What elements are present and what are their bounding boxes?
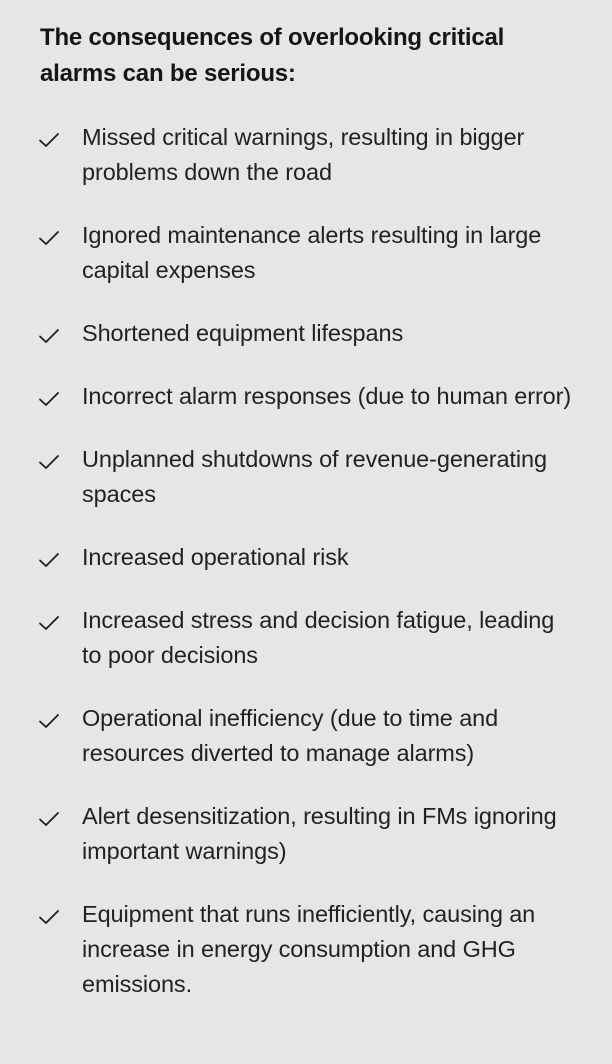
checkmark-icon xyxy=(38,552,60,568)
checkmark-icon xyxy=(38,230,60,246)
consequences-list xyxy=(0,120,612,1030)
list-item-text: Ignored maintenance alerts resulting in large capital expenses xyxy=(82,222,542,283)
list-item xyxy=(0,218,612,288)
list-item-text: Missed critical warnings, resulting in bigger problems down the road xyxy=(82,124,525,185)
list-item xyxy=(0,799,612,869)
list-item-text: Increased operational risk xyxy=(82,544,349,570)
checkmark-icon xyxy=(38,909,60,925)
list-item xyxy=(0,897,612,1002)
list-item xyxy=(0,540,612,575)
list-item xyxy=(0,701,612,771)
list-item xyxy=(0,603,612,673)
list-item xyxy=(0,379,612,414)
checkmark-icon xyxy=(38,132,60,148)
checkmark-icon xyxy=(38,811,60,827)
checkmark-icon xyxy=(38,391,60,407)
list-item-text: Alert desensitization, resulting in FMs ignoring important warnings) xyxy=(82,803,557,864)
list-item-text: Unplanned shutdowns of revenue-generating spaces xyxy=(82,446,547,507)
checkmark-icon xyxy=(38,615,60,631)
checkmark-icon xyxy=(38,328,60,344)
list-item xyxy=(0,316,612,351)
list-item-text: Shortened equipment lifespans xyxy=(82,320,404,346)
list-item-text: Incorrect alarm responses (due to human error) xyxy=(82,383,572,409)
checkmark-icon xyxy=(38,713,60,729)
checkmark-icon xyxy=(38,454,60,470)
list-item-text: Operational inefficiency (due to time and resources diverted to manage alarms) xyxy=(82,705,499,766)
section-heading: The consequences of overlooking critical alarms can be serious: xyxy=(40,24,505,87)
list-item-text: Equipment that runs inefficiently, causing an increase in energy consumption and GHG emissions. xyxy=(82,901,536,997)
list-item-text: Increased stress and decision fatigue, leading to poor decisions xyxy=(82,607,555,668)
list-item xyxy=(0,120,612,190)
list-item xyxy=(0,442,612,512)
